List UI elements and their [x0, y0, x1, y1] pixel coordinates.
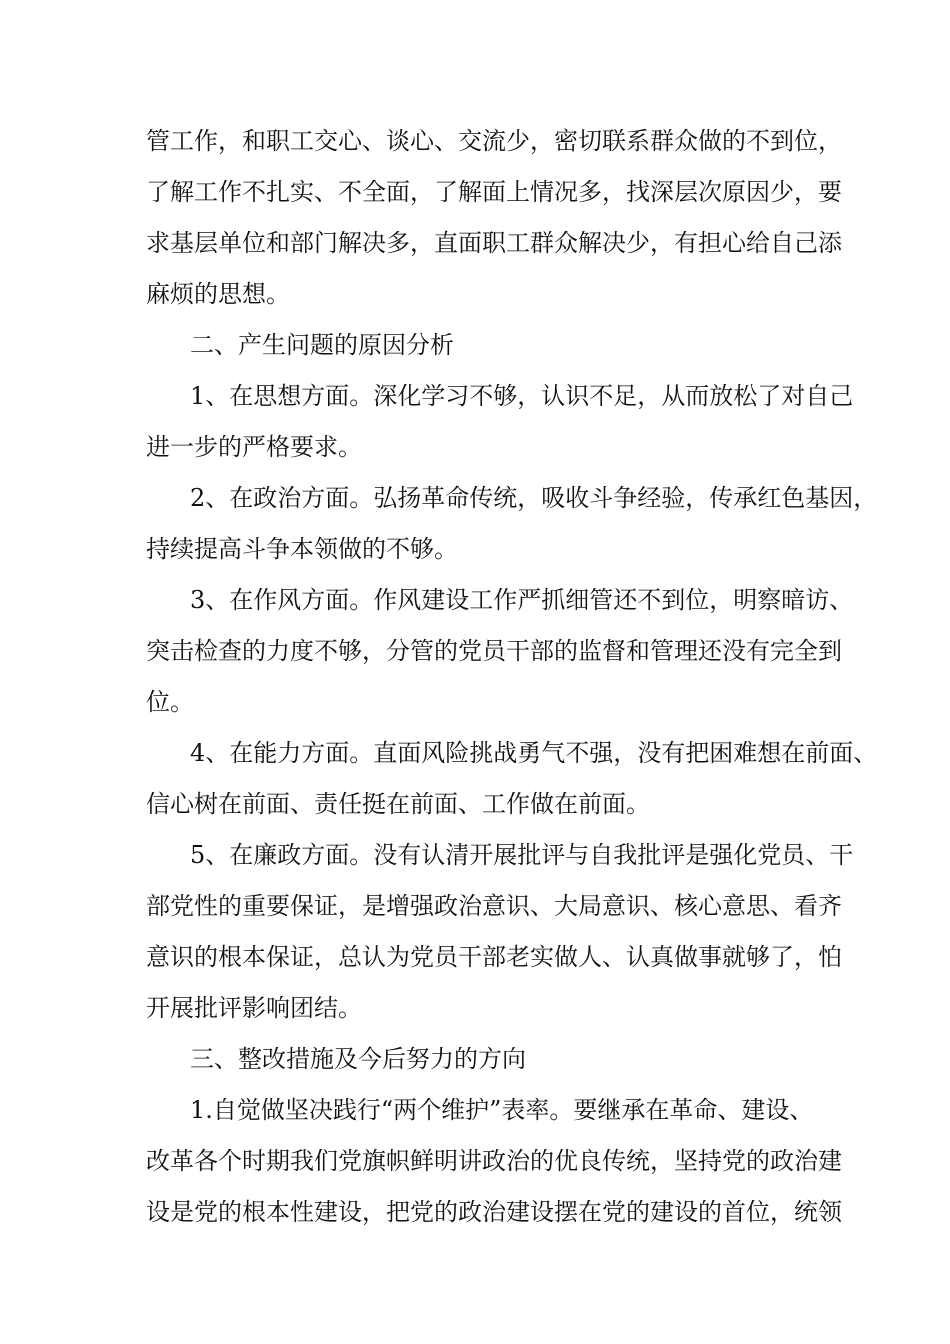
text-line: 5、在廉政方面。没有认清开展批评与自我批评是强化党员、干	[190, 841, 854, 869]
text-line: 求基层单位和部门解决多，直面职工群众解决少，有担心给自己添	[146, 229, 842, 257]
text-line: 信心树在前面、责任挺在前面、工作做在前面。	[146, 790, 650, 818]
text-line: 麻烦的思想。	[146, 280, 290, 308]
text-line: 意识的根本保证，总认为党员干部老实做人、认真做事就够了，怕	[146, 943, 842, 971]
text-line: 1、在思想方面。深化学习不够，认识不足，从而放松了对自己	[190, 382, 854, 410]
text-line: 1.自觉做坚决践行“两个维护”表率。要继承在革命、建设、	[190, 1096, 814, 1124]
text-line: 持续提高斗争本领做的不够。	[146, 535, 458, 563]
text-line: 3、在作风方面。作风建设工作严抓细管还不到位，明察暗访、	[190, 586, 854, 614]
section-heading: 三、整改措施及今后努力的方向	[190, 1045, 526, 1073]
text-line: 部党性的重要保证，是增强政治意识、大局意识、核心意思、看齐	[146, 892, 842, 920]
text-line: 设是党的根本性建设，把党的政治建设摆在党的建设的首位，统领	[146, 1198, 842, 1226]
text-line: 2、在政治方面。弘扬革命传统，吸收斗争经验，传承红色基因，	[190, 484, 878, 512]
text-line: 了解工作不扎实、不全面，了解面上情况多，找深层次原因少，要	[146, 178, 842, 206]
section-heading: 二、产生问题的原因分析	[190, 331, 454, 359]
text-line: 4、在能力方面。直面风险挑战勇气不强，没有把困难想在前面、	[190, 739, 878, 767]
text-line: 管工作，和职工交心、谈心、交流少，密切联系群众做的不到位，	[146, 127, 842, 155]
text-line: 进一步的严格要求。	[146, 433, 362, 461]
text-line: 位。	[146, 688, 194, 716]
text-line: 开展批评影响团结。	[146, 994, 362, 1022]
text-line: 改革各个时期我们党旗帜鲜明讲政治的优良传统，坚持党的政治建	[146, 1147, 842, 1175]
text-line: 突击检查的力度不够，分管的党员干部的监督和管理还没有完全到	[146, 637, 842, 665]
